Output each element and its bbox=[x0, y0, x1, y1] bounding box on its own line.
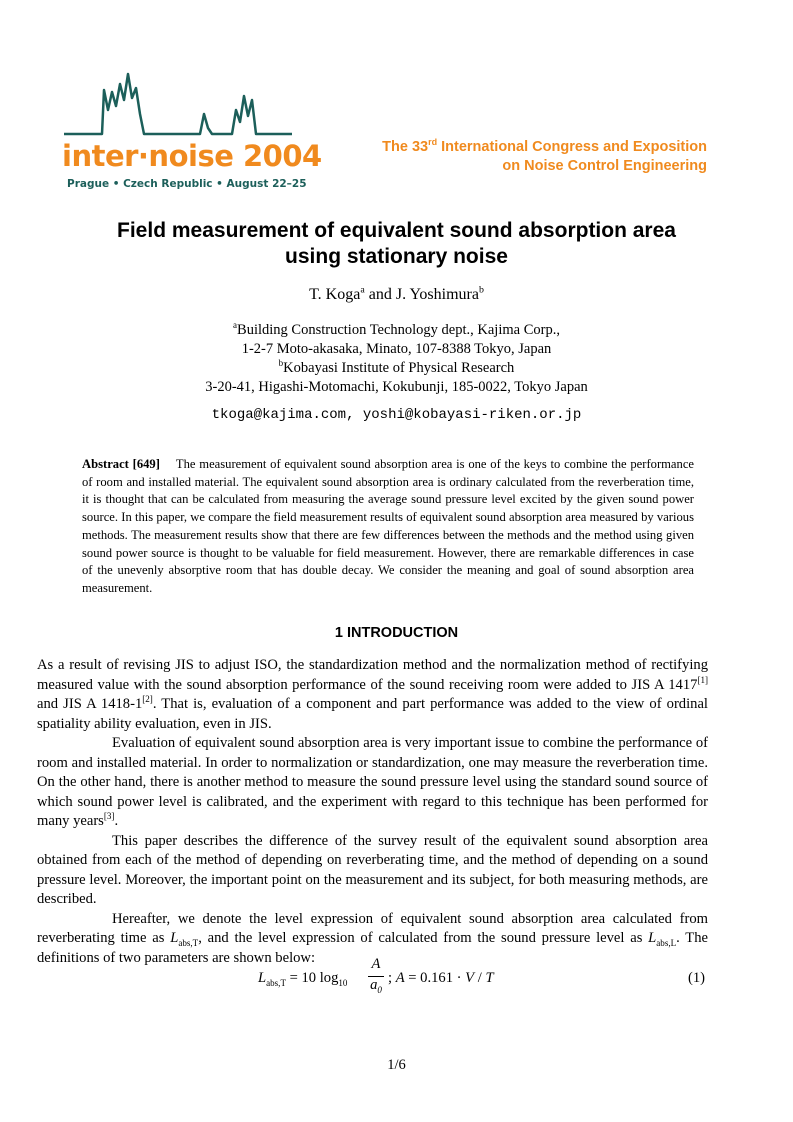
equation-fraction bbox=[366, 956, 386, 994]
authors: T. Koga$^a$ and J. Yoshimura$^b$ bbox=[309, 284, 484, 303]
fraction-numerator: A bbox=[371, 956, 381, 972]
logo-skyline bbox=[64, 74, 292, 134]
equation-lhs: $L_{abs,T} = 10$ $\log_{10}$ bbox=[258, 970, 348, 988]
affiliation-b-line1: $^b$Kobayasi Institute of Physical Research bbox=[278, 358, 515, 376]
logo-title: inter·noise 2004 bbox=[62, 139, 322, 173]
affiliation-a-line2: 1-2-7 Moto-akasaka, Minato, 107-8388 Tokyo, Japan bbox=[241, 341, 552, 357]
abstract-label: Abstract [649] bbox=[82, 457, 160, 471]
affiliation-b-line2: 3-20-41, Higashi-Motomachi, Kokubunji, 185-0022, Tokyo Japan bbox=[205, 379, 588, 395]
equation-number: (1) bbox=[688, 970, 706, 986]
author-emails: tkoga@kajima.com, yoshi@kobayasi-riken.or.jp bbox=[211, 407, 582, 423]
abstract-text: The measurement of equivalent sound absorption area is one of the keys to combine the performance of room and installed material. The equivalent sound absorption area is ordinary calculated from the reverberation time, it is thought that can be calculated from measuring the average sound pressure level excited by the given sound power source. In this paper, we compare the field measurement results of equivalent sound absorption area measured by various methods. The measurement results show that there are few differences between the methods and the method using given sound power source is thought to be valuable for field measurement. However, there are remarkable differences in case of the unevenly absorptive room that has double decay. We consider the meaning and goal of sound absorption area measurement. bbox=[82, 457, 695, 595]
conference-name-line1: The 33rd International Congress and Exposition bbox=[382, 137, 707, 155]
intro-paragraph-4: Hereafter, we denote the level expression of equivalent sound absorption area calculated from reverberating time as $L_{abs,T}$, and the level expression of calculated from the sound pressure level as $L_{abs,L}$. The definitions of two parameters are shown below: bbox=[37, 910, 708, 966]
section-heading-introduction: 1 INTRODUCTION bbox=[334, 625, 459, 641]
title-line-1: Field measurement of equivalent sound absorption area bbox=[117, 219, 676, 242]
intro-paragraph-2: Evaluation of equivalent sound absorption area is very important issue to combine the performance of room and installed material. In order to normalization or standardization, one may measure the reverberation time. On the other hand, there is another method to measure the sound pressure level using the standard sound source of which sound power level is calibrated, and the experiment with regard to this technique has been performed for many years[3]. bbox=[37, 735, 708, 829]
conference-logo-graphic bbox=[62, 70, 322, 194]
intro-paragraph-3: This paper describes the difference of the survey result of the equivalent sound absorption area obtained from each of the method of depending on reverberating time, and the method of depending on a sound pressure level. Moreover, the important point on the measurement and its subject, for both measuring methods, are described. bbox=[37, 832, 708, 907]
affiliation-a-line1: $^a$Building Construction Technology dept., Kajima Corp., bbox=[233, 320, 560, 338]
abstract bbox=[82, 456, 694, 598]
page-number: 1/6 bbox=[387, 1057, 406, 1073]
fraction-denominator: $a_0$ bbox=[370, 977, 382, 995]
paper-title bbox=[60, 218, 733, 270]
logo-subtitle: Prague • Czech Republic • August 22–25 bbox=[67, 178, 307, 190]
intro-paragraph-1: As a result of revising JIS to adjust ISO, the standardization method and the normalization method of rectifying measured value with the sound absorption performance of the sound receiving room were added to JIS A 1417[1] and JIS A 1418-1[2]. That is, evaluation of a component and part performance was added to the view of ordinal spatiality ability evaluation, even in JIS. bbox=[37, 657, 708, 732]
equation-rhs: ; A = 0.161 · V / T bbox=[388, 970, 494, 986]
equation-1 bbox=[0, 956, 793, 1006]
title-line-2: using stationary noise bbox=[285, 245, 508, 268]
introduction-body bbox=[37, 656, 708, 968]
conference-name-line2: on Noise Control Engineering bbox=[502, 158, 707, 174]
